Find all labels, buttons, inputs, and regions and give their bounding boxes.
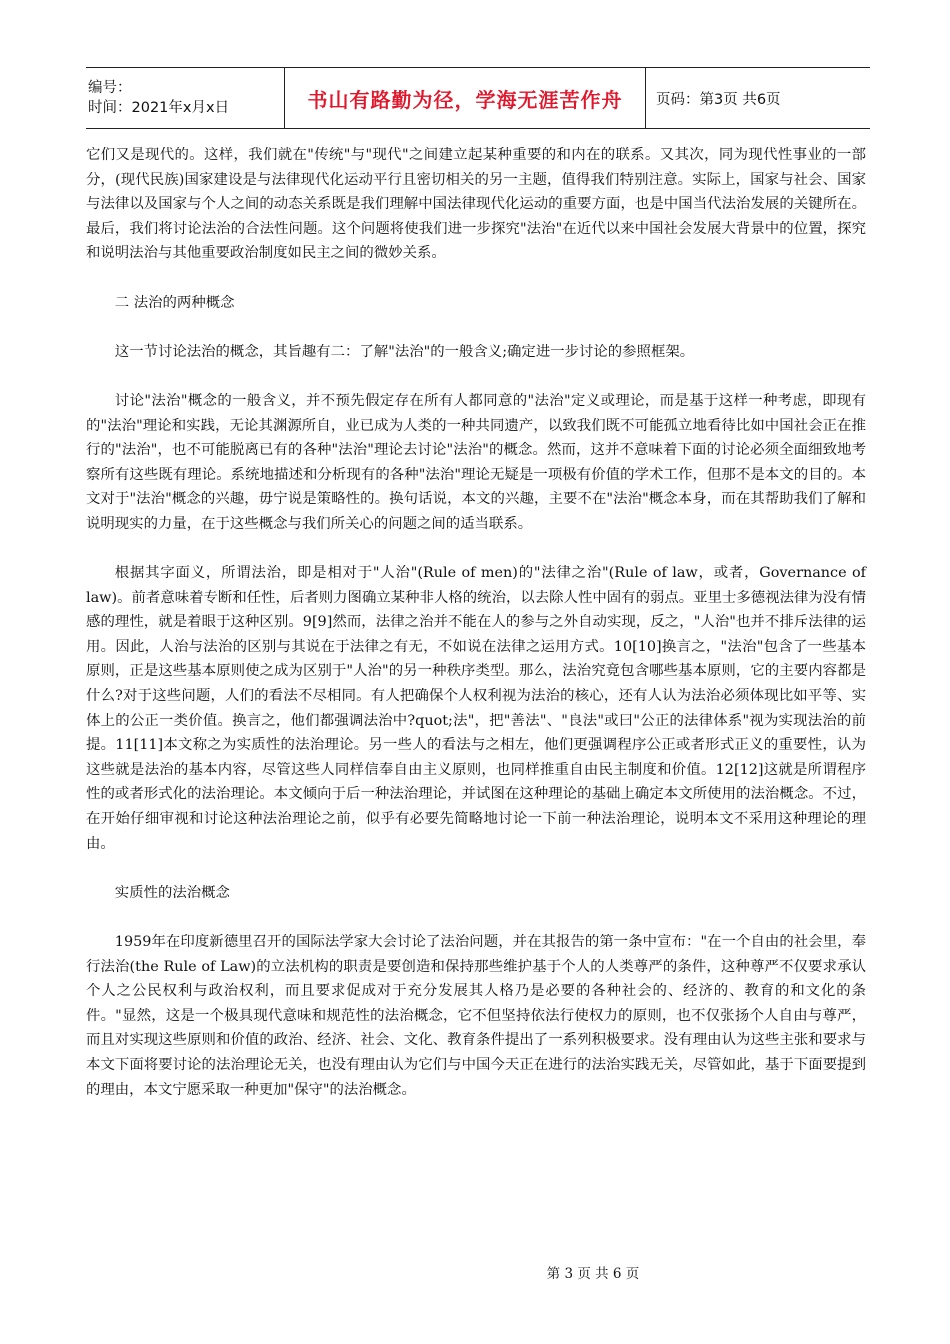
- header-motto: 书山有路勤为径，学海无涯苦作舟: [307, 87, 623, 112]
- body-paragraph: 1959年在印度新德里召开的国际法学家大会讨论了法治问题，并在其报告的第一条中宣布："在一个自由的社会里，奉行法治(the Rule of Law)的立法机构的职责是要创造和保持那些维护基于个人的人类尊严的条件，这种尊严不仅要求承认个人之公民权利与政治权利，而且要求促成对于充分发展其人格乃是必要的各种社会的、经济的、教育的和文化的条件。"显然，这是一个极具现代意味和规范性的法治概念，它不但坚持依法行使权力的原则，也不仅张扬个人自由与尊严，而且对实现这些原则和价值的政治、经济、社会、文化、教育条件提出了一系列积极要求。没有理由认为这些主张和要求与本文下面将要讨论的法治理论无关，也没有理由认为它们与中国今天正在进行的法治实践无关，尽管如此，基于下面要提到的理由，本文宁愿采取一种更加"保守"的法治概念。: [86, 934, 866, 1098]
- document-date-label: 时间：2021年x月x日: [88, 100, 230, 116]
- header-page-cell: [646, 68, 870, 128]
- header-motto-cell: [284, 68, 646, 128]
- footer-page-number: 第 3 页 共 6 页: [546, 1266, 640, 1282]
- header-page-label: 页码：第3页 共6页: [656, 91, 781, 108]
- page-header: [86, 67, 870, 129]
- body-paragraph: 它们又是现代的。这样，我们就在"传统"与"现代"之间建立起某种重要的和内在的联系。又其次，同为现代性事业的一部分，(现代民族)国家建设是与法律现代化运动平行且密切相关的另一主题，值得我们特别注意。实际上，国家与社会、国家与法律以及国家与个人之间的动态关系既是我们理解中国法律现代化运动的重要方面，也是中国当代法治发展的关键所在。最后，我们将讨论法治的合法性问题。这个问题将使我们进一步探究"法治"在近代以来中国社会发展大背景中的位置，探究和说明法治与其他重要政治制度如民主之间的微妙关系。: [86, 147, 866, 262]
- body-paragraph: 根据其字面义，所谓法治，即是相对于"人治"(Rule of men)的"法律之治"(Rule of law，或者，Governance of law)。前者意味着专断和任性，后者则力图确立某种非人格的统治，以去除人性中固有的弱点。亚里士多德视法律为没有情感的理性，就是着眼于这种区别。9[9]然而，法律之治并不能在人的参与之外自动实现，反之，"人治"也并不排斥法律的运用。因此，人治与法治的区别与其说在于法律之有无，不如说在法律之运用方式。10[10]换言之，"法治"包含了一些基本原则，正是这些基本原则使之成为区别于"人治"的另一种秩序类型。那么，法治究竟包含哪些基本原则，它的主要内容都是什么?对于这些问题，人们的看法不尽相同。有人把确保个人权利视为法治的核心，还有人认为法治必须体现比如平等、实体上的公正一类价值。换言之，他们都强调法治中?quot;法"，把"善法"、"良法"或曰"公正的法律体系"视为实现法治的前提。11[11]本文称之为实质性的法治理论。另一些人的看法与之相左，他们更强调程序公正或者形式正义的重要性，认为这些就是法治的基本内容，尽管这些人同样信奉自由主义原则，也同样推重自由民主制度和价值。12[12]这就是所谓程序性的或者形式化的法治理论。本文倾向于后一种法治理论，并试图在这种理论的基础上确定本文所使用的法治概念。不过，在开始仔细审视和讨论这种法治理论之前，似乎有必要先简略地讨论一下前一种法治理论，说明本文不采用这种理论的理由。: [86, 565, 866, 852]
- header-meta: [86, 68, 284, 128]
- document-number-label: 编号：: [88, 80, 132, 96]
- section-heading: 二 法治的两种概念: [114, 294, 235, 311]
- subsection-heading: 实质性的法治概念: [114, 884, 230, 901]
- body-paragraph: 这一节讨论法治的概念，其旨趣有二：了解"法治"的一般含义;确定进一步讨论的参照框架。: [114, 343, 695, 360]
- page-footer: [0, 1262, 950, 1282]
- document-body: [86, 143, 866, 1102]
- body-paragraph: 讨论"法治"概念的一般含义，并不预先假定存在所有人都同意的"法治"定义或理论，而是基于这样一种考虑，即现有的"法治"理论和实践，无论其渊源所自，业已成为人类的一种共同遗产，以致我们既不可能孤立地看待比如中国社会正在推行的"法治"，也不可能脱离已有的各种"法治"理论去讨论"法治"的概念。然而，这并不意味着下面的讨论必须全面细致地考察所有这些既有理论。系统地描述和分析现有的各种"法治"理论无疑是一项极有价值的学术工作，但那不是本文的目的。本文对于"法治"概念的兴趣，毋宁说是策略性的。换句话说，本文的兴趣，主要不在"法治"概念本身，而在其帮助我们了解和说明现实的力量，在于这些概念与我们所关心的问题之间的适当联系。: [86, 392, 866, 532]
